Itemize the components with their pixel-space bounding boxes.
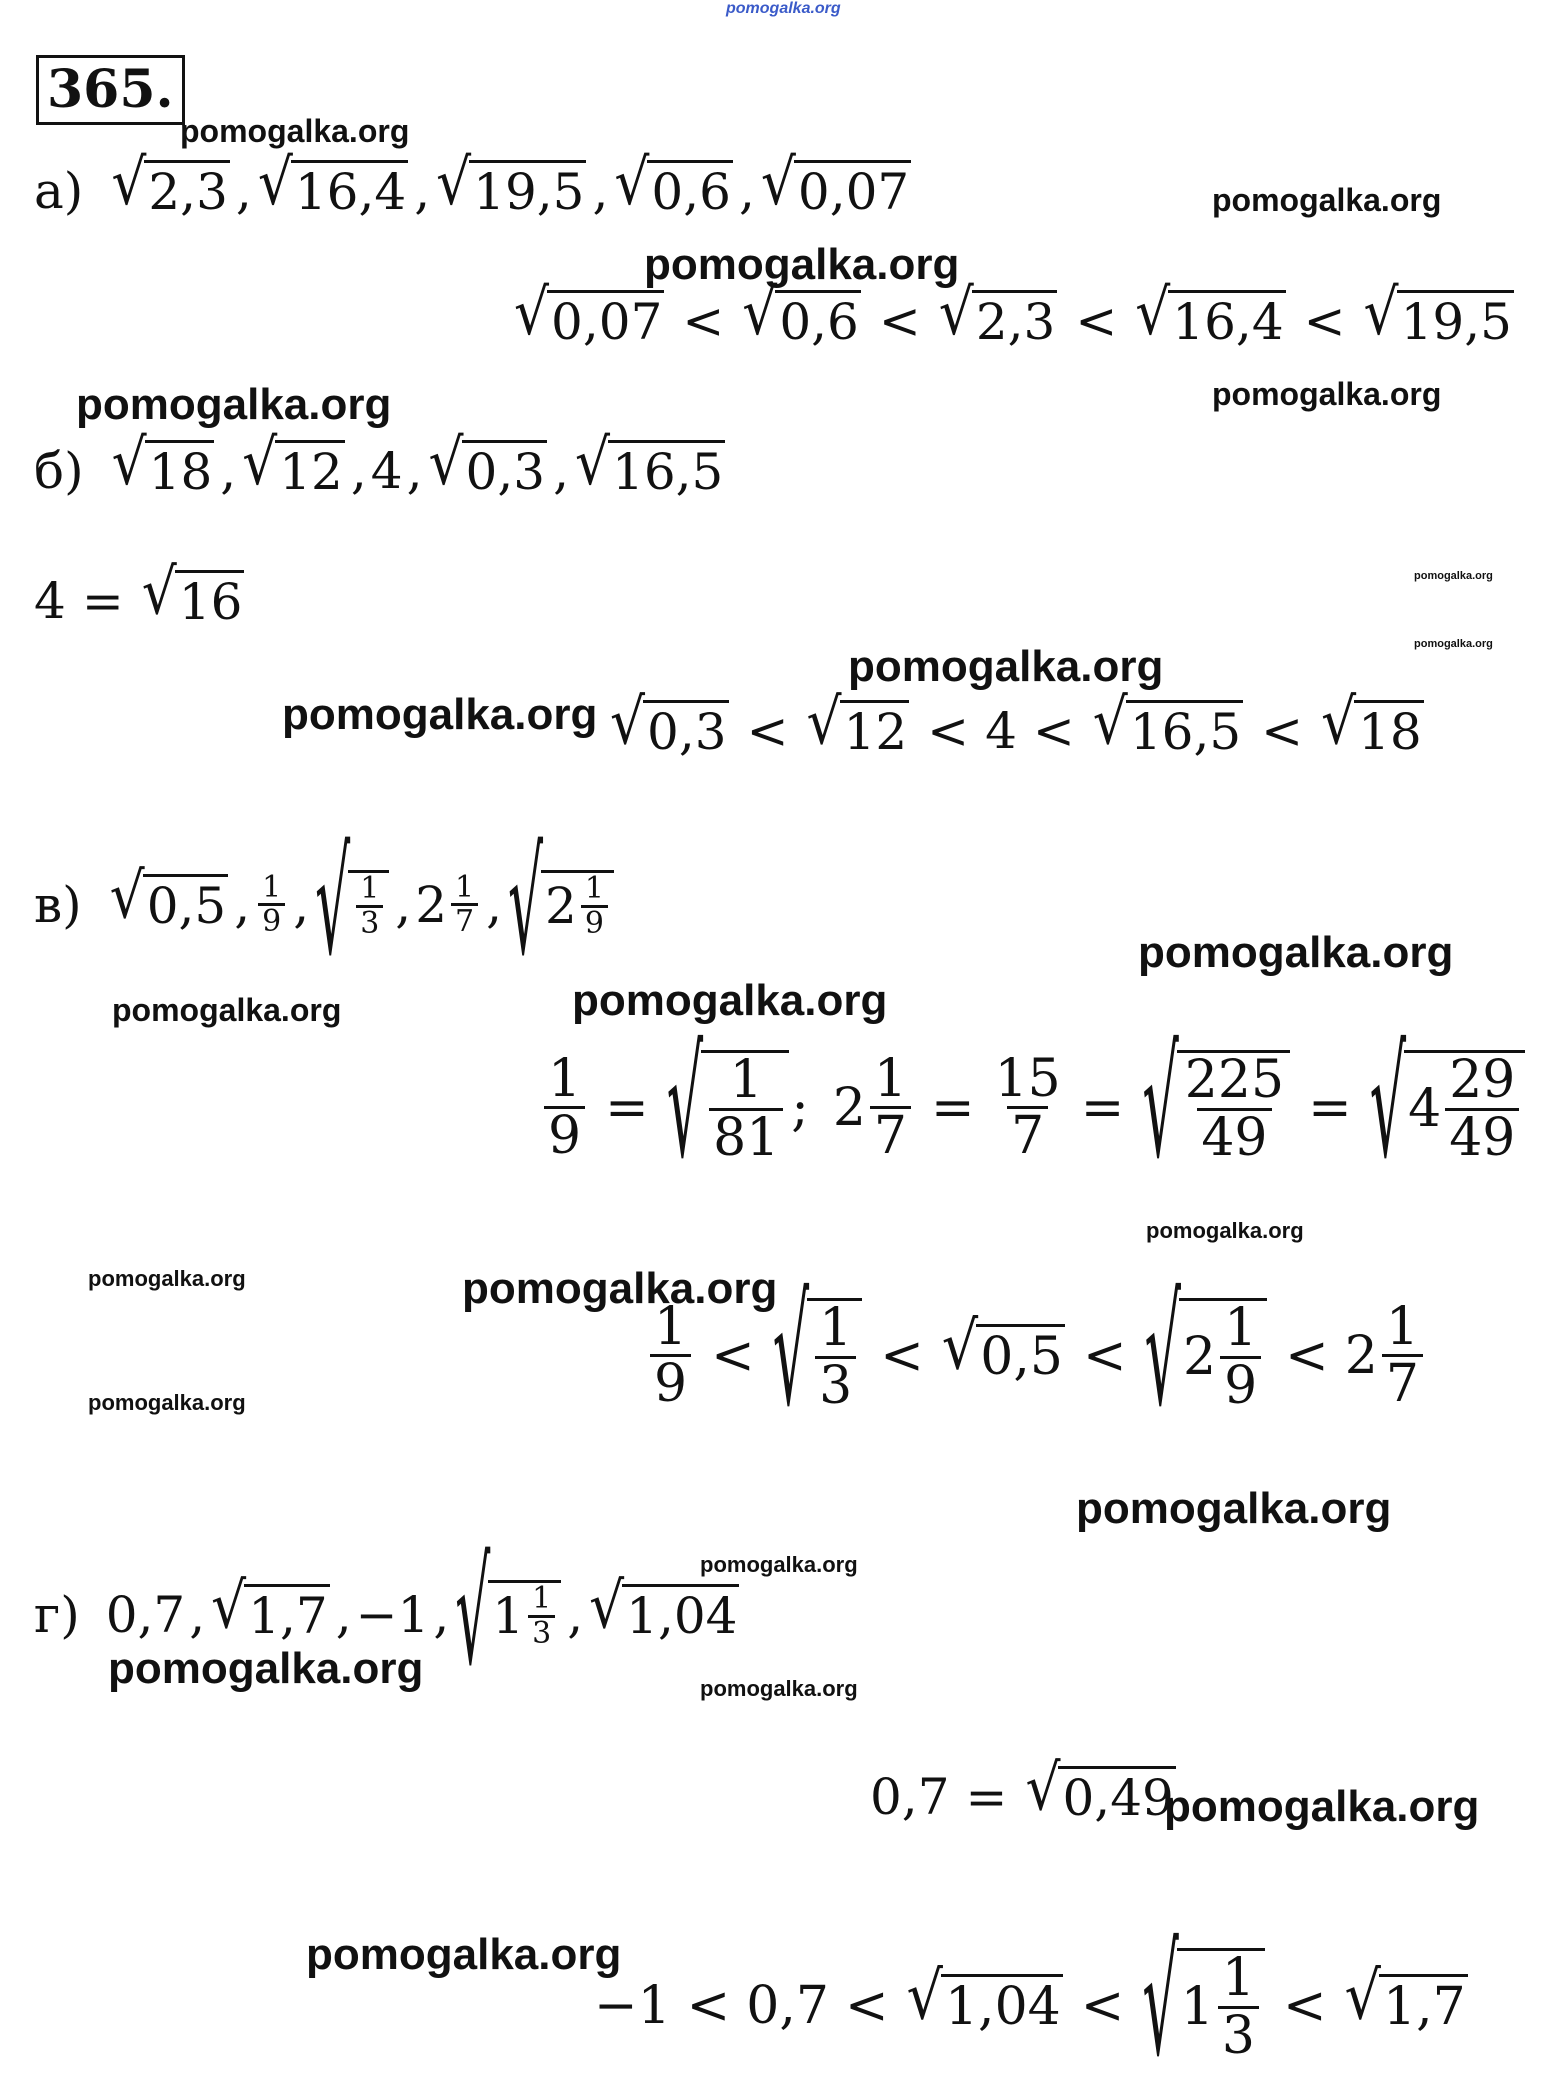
- watermark: pomogalka.org: [88, 1390, 246, 1415]
- root: √ 2 $\frac{1}{9}$: [1145, 1298, 1268, 1413]
- root: √ 16,5: [1092, 685, 1242, 761]
- root: √ 0,49: [1025, 1751, 1174, 1827]
- mixed-number: 2 $\frac{1}{7}$: [415, 872, 482, 938]
- watermark: pomogalka.org: [88, 1266, 246, 1291]
- section-g-given: г) 0,7 , √ 1,7 , −1 , √ 1 $\frac{1}{3}$ , √ 1,04: [34, 1530, 738, 1697]
- fraction: $\frac{1}{9}$: [544, 1052, 585, 1164]
- watermark: pomogalka.org: [108, 1644, 424, 1693]
- root: √ 18: [1321, 685, 1422, 761]
- root: √ 0,5: [941, 1308, 1063, 1388]
- fraction: $\frac{1}{9}$: [258, 872, 285, 938]
- watermark: pomogalka.org: [1164, 1782, 1480, 1831]
- root: √ $\frac{225}{49}$: [1142, 1050, 1290, 1165]
- watermark: pomogalka.org: [700, 1552, 858, 1577]
- root: √ 2,3: [111, 145, 228, 221]
- root: √ 18: [111, 425, 213, 501]
- watermark: pomogalka.org: [282, 690, 598, 739]
- section-b-equation: 4 = √ 16: [34, 555, 243, 631]
- watermark: pomogalka.org: [306, 1930, 622, 1979]
- root: √ 16,4: [257, 145, 407, 221]
- section-v-order: $\frac{1}{9}$ < √ $\frac{1}{3}$ < √ 0,5 < √ 2 $\frac{1}{9}$ < 2 $\frac{1}{7}$: [646, 1298, 1427, 1413]
- section-label: а): [34, 161, 84, 220]
- root: √ 16,5: [574, 425, 724, 501]
- watermark: pomogalka.org: [462, 1264, 778, 1313]
- root: √ 1,7: [211, 1569, 328, 1645]
- section-v-given: в) √ 0,5 , $\frac{1}{9}$ , √ $\frac{1}{3}$ , 2 $\frac{1}{7}$ , √ 2 $\frac{1}{9}$: [34, 870, 616, 939]
- mixed-number: 2 $\frac{1}{7}$: [833, 1052, 915, 1164]
- root: √ 0,5: [109, 859, 227, 935]
- section-v-conversions: $\frac{1}{9}$ = √ $\frac{1}{81}$ ; 2 $\frac{1}{7}$ = $\frac{15}{7}$ = √ $\frac{225}{49}$ = √ 4 $\frac{29}{49}$: [540, 1050, 1527, 1165]
- watermark: pomogalka.org: [1146, 1218, 1304, 1243]
- section-label: г): [34, 1585, 80, 1644]
- watermark: pomogalka.org: [572, 976, 888, 1025]
- watermark: pomogalka.org: [76, 380, 392, 429]
- root: √ $\frac{1}{3}$: [315, 870, 389, 939]
- section-b-order: √ 0,3 < √ 12 < 4 < √ 16,5 < √ 18: [610, 685, 1422, 761]
- root: √ 19,5: [436, 145, 585, 221]
- watermark: pomogalka.org: [700, 1676, 858, 1701]
- root: √ 1 $\frac{1}{3}$: [1142, 1948, 1265, 2063]
- watermark: pomogalka.org: [1212, 182, 1442, 218]
- root: √ 1,7: [1344, 1958, 1466, 2038]
- root: √ 16,4: [1135, 275, 1284, 351]
- watermark: pomogalka.org: [1414, 638, 1493, 650]
- root: √ 12: [806, 685, 908, 761]
- watermark: pomogalka.org: [1138, 928, 1454, 977]
- root: √ 0,07: [760, 145, 910, 221]
- section-g-order: −1 < 0,7 < √ 1,04 < √ 1 $\frac{1}{3}$ < √ 1,7: [594, 1918, 1466, 2090]
- root: √ 1,04: [589, 1569, 738, 1645]
- mixed-number: 2 $\frac{1}{7}$: [1345, 1300, 1427, 1412]
- watermark: pomogalka.org: [1414, 570, 1493, 582]
- root: √ 4 $\frac{29}{49}$: [1370, 1050, 1526, 1165]
- section-b-given: б) √ 18 , √ 12 , 4 , √ 0,3 , √ 16,5: [34, 425, 724, 501]
- root: √ 0,3: [610, 685, 727, 761]
- watermark: pomogalka.org: [644, 240, 960, 289]
- watermark: pomogalka.org: [112, 992, 342, 1028]
- root: √ $\frac{1}{3}$: [773, 1298, 863, 1413]
- section-g-equation: 0,7 = √ 0,49: [870, 1751, 1174, 1827]
- root: √ 2,3: [938, 275, 1056, 351]
- exercise-number: 365.: [36, 55, 185, 125]
- root: √ 19,5: [1363, 275, 1512, 351]
- section-a-order: √ 0,07 < √ 0,6 < √ 2,3 < √ 16,4 < √ 19,5: [514, 275, 1512, 351]
- fraction: $\frac{15}{7}$: [994, 1048, 1061, 1167]
- watermark: pomogalka.org: [1076, 1484, 1392, 1533]
- fraction: $\frac{1}{9}$: [650, 1300, 691, 1412]
- root: √ 1,04: [906, 1958, 1061, 2038]
- section-label: б): [34, 441, 84, 500]
- root: √ 2 $\frac{1}{9}$: [508, 870, 614, 939]
- watermark-top: pomogalka.org: [726, 0, 841, 17]
- root: √ 16: [141, 555, 243, 631]
- root: √ 1 $\frac{1}{3}$: [455, 1580, 561, 1649]
- watermark: pomogalka.org: [180, 113, 410, 149]
- root: √ 0,07: [514, 275, 663, 351]
- watermark: pomogalka.org: [1212, 376, 1442, 412]
- watermark: pomogalka.org: [848, 642, 1164, 691]
- section-a-given: а) √ 2,3 , √ 16,4 , √ 19,5 , √ 0,6 , √ 0,07: [34, 145, 910, 221]
- root: √ 12: [242, 425, 343, 501]
- root: √ 0,6: [742, 275, 859, 351]
- root: √ $\frac{1}{81}$: [667, 1050, 790, 1165]
- root: √ 0,3: [428, 425, 546, 501]
- root: √ 0,6: [614, 145, 731, 221]
- section-label: в): [34, 875, 82, 934]
